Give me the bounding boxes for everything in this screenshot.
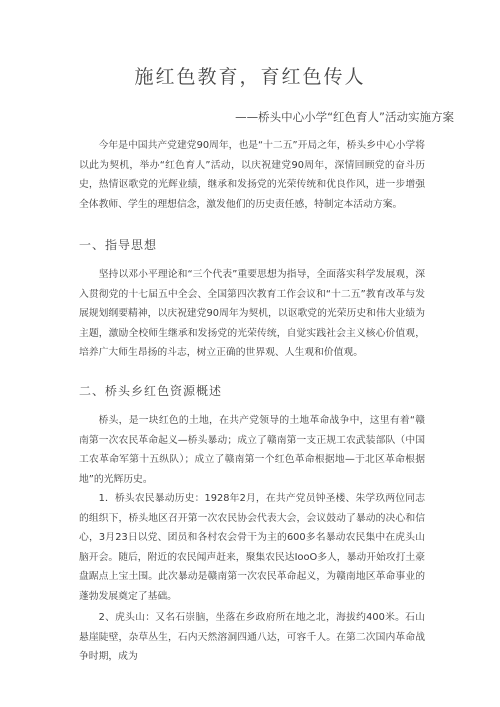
intro-paragraph: 今年是中国共产党建党90周年，也是“十二五”开局之年，桥头乡中心小学将以此为契机，举办“红色育人”活动，以庆祝建党90周年，深情回顾党的奋斗历史，热情讴歌党的光辉业绩，继承和发扬党的光荣传统和优良作风，进一步增强全体教师、学生的理想信念，激发他们的历史责任感，特制定本活动方案。 (79, 140, 425, 210)
hutou-mountain-paragraph: 2、虎头山：又名石崇脑，坐落在乡政府所在地之北，海拔约400米。石山悬崖陡壁，杂草丛生，石内天然溶洞四通八达，可容千人。在第二次国内革命战争时期，成为 (79, 612, 425, 663)
document-title: 施红色教育，育红色传人 (134, 66, 366, 88)
document-subtitle: ——桥头中心小学“红色育人”活动实施方案 (235, 110, 454, 124)
uprising-history-paragraph: 1．桥头农民暴动历史：1928年2月，在共产党员钟圣楼、朱学玖两位同志的组织下，桥头地区召开第一次农民协会代表大会，会议鼓动了暴动的决心和信心，3月23日以党、团员和各村农会骨干为主的600多名暴动农民集中在虎头山脑开会。随后，附近的农民闻声赶来，聚集农民达IooO多人，暴动开始攻打土豪盘踞点上宝土围。此次暴动是赣南第一次农民革命起义，为赣南地区革命事业的蓬勃发展奠定了基础。 (79, 493, 425, 602)
section-heading-guiding-ideology: 一、指导思想 (79, 238, 158, 252)
guiding-ideology-paragraph: 坚持以邓小平理论和“三个代表”重要思想为指导，全面落实科学发展观，深入贯彻党的十七届五中全会、全国第四次教育工作会议和“十二五”教育改革与发展规划纲要精神，以庆祝建党90周年为契机，以讴歌党的光荣历史和伟大业绩为主题，激励全校师生继承和发扬党的光荣传统，自觉实践社会主义核心价值观，培养广大师生昂扬的斗志，树立正确的世界观、人生观和价值观。 (79, 269, 425, 359)
red-resources-overview-paragraph: 桥头，是一块红色的土地，在共产党领导的土地革命战争中，这里有着“赣南第一次农民革命起义—桥头暴动；成立了赣南第一支正规工农武装部队（中国工农革命军第十五纵队）；成立了赣南第一个红色革命根据地—于北区革命根据地”的光辉历史。 (79, 415, 425, 485)
section-heading-red-resources: 二、桥头乡红色资源概述 (79, 384, 223, 398)
